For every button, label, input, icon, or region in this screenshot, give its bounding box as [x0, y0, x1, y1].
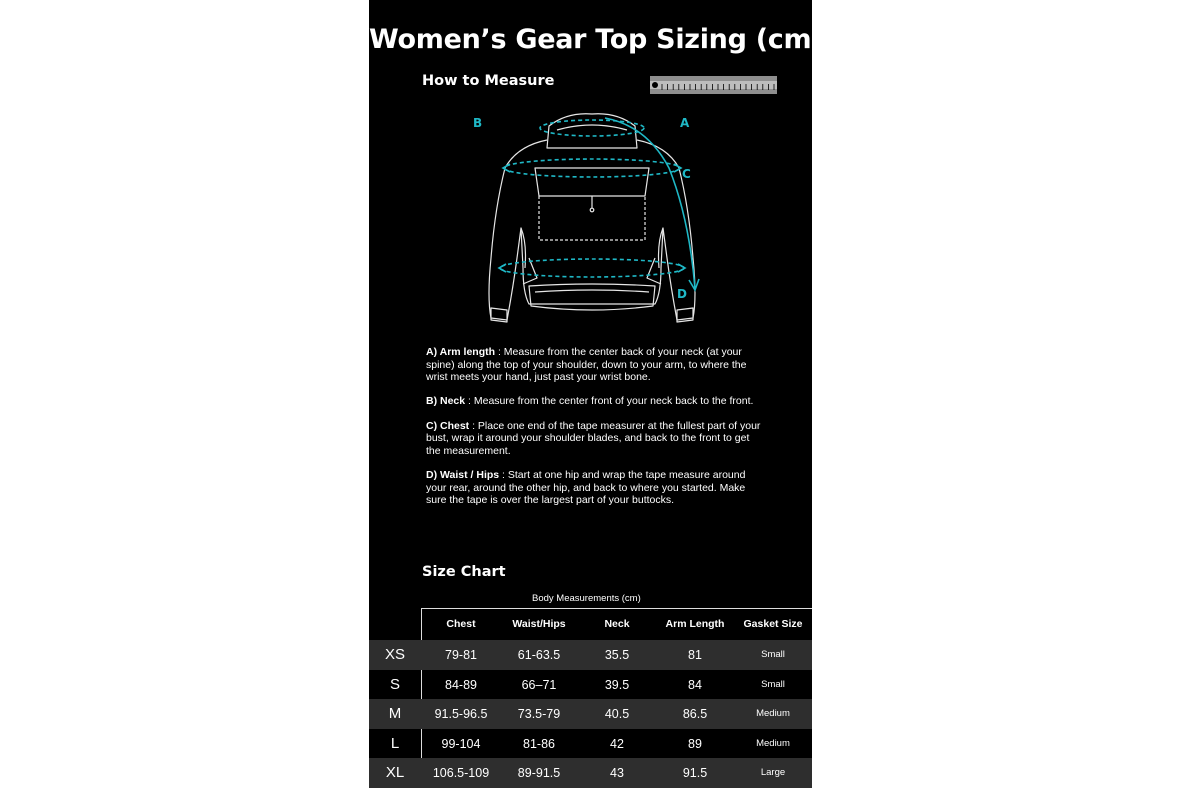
- col-header-arm-length: Arm Length: [665, 618, 725, 630]
- size-label: S: [389, 675, 400, 693]
- table-row: [369, 729, 812, 759]
- cell-gasket-size: Medium: [756, 737, 790, 749]
- cell-gasket-size: Large: [760, 767, 786, 778]
- table-caption: Body Measurements (cm): [532, 593, 641, 604]
- cell-neck: 39.5: [604, 677, 630, 692]
- cell-arm-length: 89: [688, 736, 702, 751]
- cell-arm-length: 81: [688, 648, 702, 662]
- cell-gasket-size: Small: [761, 678, 785, 690]
- table-row: [369, 640, 812, 670]
- table-header-row: [369, 608, 812, 640]
- cell-neck: 43: [610, 766, 624, 780]
- cell-waist-hips: 81-86: [523, 736, 555, 751]
- sizing-panel: [369, 0, 824, 787]
- diagram-label-a: A: [680, 116, 690, 130]
- instruction-arm-length: A) Arm length : Measure from the center back of your neck (at your spine) along the top of your shoulder, down to your arm, to where the wrist meets your hand, just past your wrist bone.: [426, 346, 747, 384]
- cell-chest: 91.5-96.5: [434, 707, 488, 721]
- cell-gasket-size: Medium: [756, 708, 790, 719]
- cell-neck: 40.5: [604, 707, 630, 721]
- size-label: XL: [385, 764, 405, 781]
- cell-gasket-size: Small: [761, 649, 785, 660]
- measurement-instructions: [426, 346, 761, 519]
- diagram-label-c: C: [682, 167, 691, 181]
- jacket-measurement-diagram: [473, 108, 709, 338]
- instruction-neck: B) Neck : Measure from the center front of your neck back to the front.: [426, 395, 754, 408]
- cell-arm-length: 86.5: [682, 707, 708, 721]
- tape-measure-icon: [650, 76, 777, 94]
- cell-chest: 84-89: [445, 677, 477, 692]
- cell-neck: 35.5: [604, 648, 630, 662]
- size-chart-heading: Size Chart: [422, 564, 506, 580]
- diagram-label-b: B: [473, 116, 483, 130]
- col-header-gasket-size: Gasket Size: [743, 618, 803, 630]
- size-label: M: [388, 705, 402, 722]
- cell-neck: 42: [610, 736, 624, 751]
- cell-waist-hips: 89-91.5: [517, 766, 561, 780]
- table-top-border: [421, 608, 812, 609]
- page-title: Women’s Gear Top Sizing (cm): [369, 24, 824, 55]
- size-label: L: [390, 734, 400, 752]
- how-to-measure-heading: How to Measure: [422, 73, 555, 89]
- col-header-chest: Chest: [446, 618, 476, 630]
- table-row: [369, 670, 812, 700]
- cell-waist-hips: 61-63.5: [517, 648, 561, 662]
- size-label: XS: [384, 646, 405, 663]
- cell-arm-length: 84: [688, 677, 702, 692]
- table-row: [369, 699, 812, 729]
- instruction-chest: C) Chest : Place one end of the tape measurer at the fullest part of your bust, wrap it around your shoulder blades, and back to the front to get the measurement.: [426, 419, 761, 457]
- col-header-neck: Neck: [604, 618, 630, 630]
- cell-chest: 99-104: [441, 736, 481, 751]
- instruction-waist-hips: D) Waist / Hips : Start at one hip and wrap the tape measure around your rear, around the other hip, and back to where you started. Make sure the tape is over the largest part of your buttocks.: [426, 469, 746, 507]
- diagram-label-d: D: [677, 287, 687, 301]
- cell-waist-hips: 66–71: [521, 677, 557, 692]
- cell-arm-length: 91.5: [682, 766, 708, 780]
- cell-chest: 79-81: [445, 648, 477, 662]
- cell-waist-hips: 73.5-79: [517, 707, 561, 721]
- cell-chest: 106.5-109: [432, 766, 490, 780]
- col-header-waist-hips: Waist/Hips: [512, 618, 566, 630]
- table-row: [369, 758, 812, 788]
